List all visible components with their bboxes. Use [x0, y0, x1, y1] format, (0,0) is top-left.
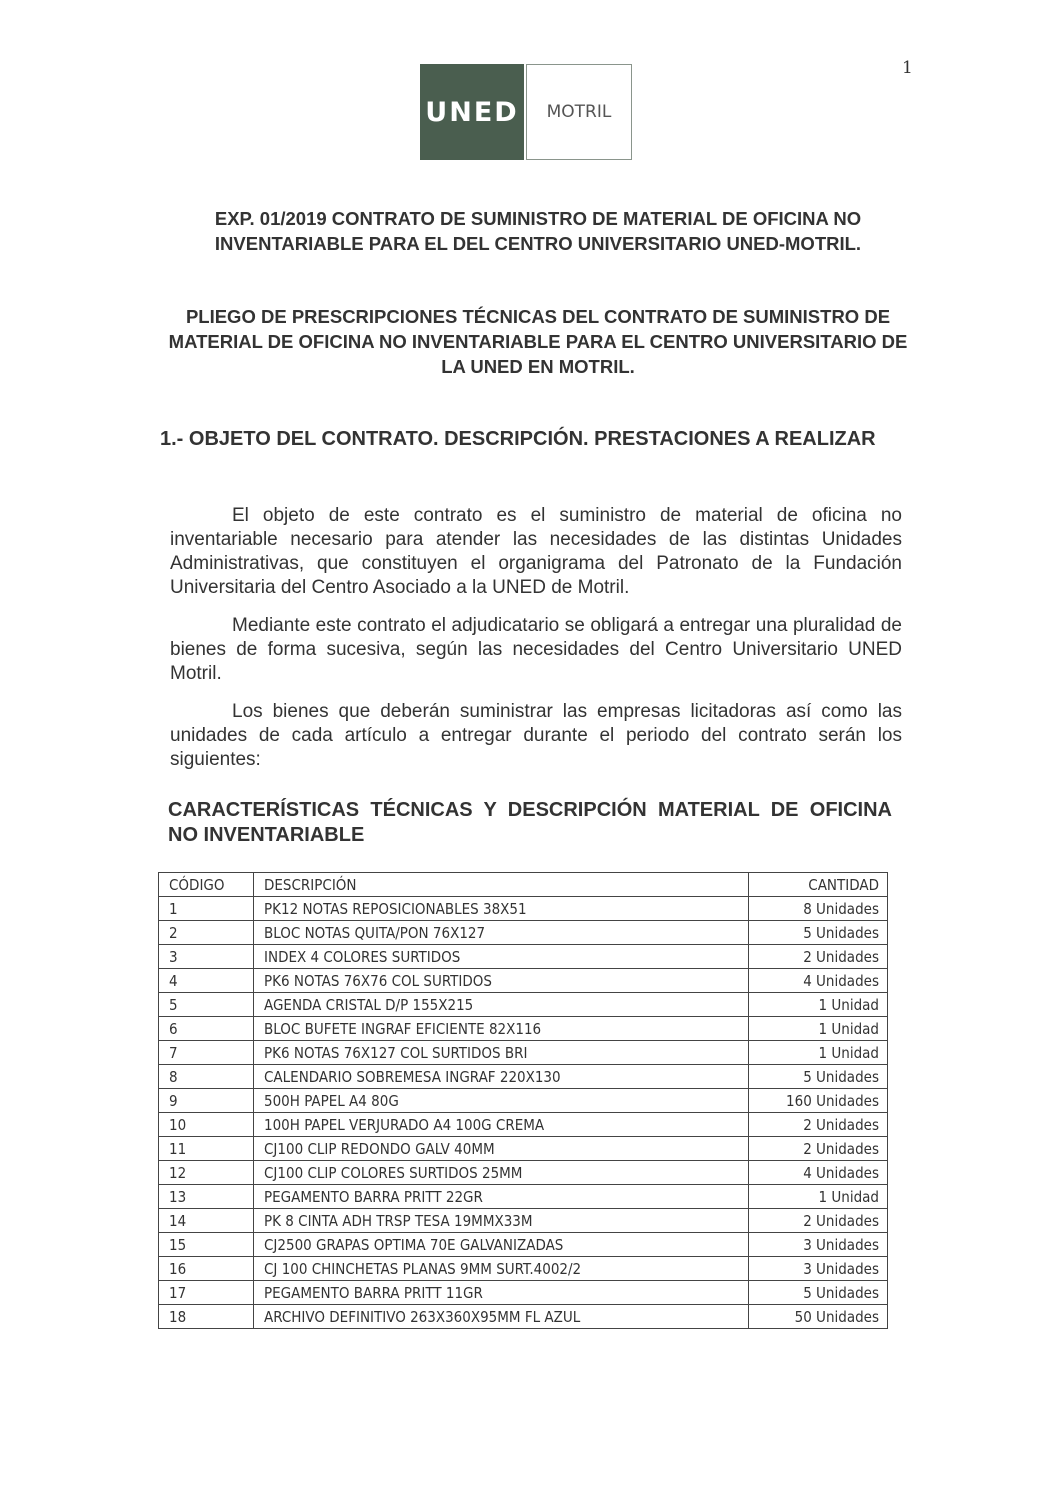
cell-description: 500H PAPEL A4 80G	[254, 1089, 749, 1113]
cell-quantity: 2 Unidades	[749, 1209, 888, 1233]
cell-quantity: 1 Unidad	[749, 1041, 888, 1065]
document-subtitle: PLIEGO DE PRESCRIPCIONES TÉCNICAS DEL CONTRATO DE SUMINISTRO DE MATERIAL DE OFICINA NO INVENTARIABLE PARA EL CENTRO UNIVERSITARIO DE LA UNED EN MOTRIL.	[168, 306, 908, 377]
table-row	[159, 1233, 888, 1257]
paragraph-bienes: Los bienes que deberán suministrar las empresas licitadoras así como las unidades de cada artículo a entregar durante el periodo del contrato serán los siguientes:	[170, 701, 902, 770]
cell-code: 8	[159, 1065, 254, 1089]
cell-description: PK6 NOTAS 76X76 COL SURTIDOS	[254, 969, 749, 993]
cell-description: BLOC NOTAS QUITA/PON 76X127	[254, 921, 749, 945]
logo-uned-block: UNED	[420, 64, 524, 160]
table-row	[159, 969, 888, 993]
cell-code: 7	[159, 1041, 254, 1065]
cell-quantity: 4 Unidades	[749, 1161, 888, 1185]
cell-description: AGENDA CRISTAL D/P 155X215	[254, 993, 749, 1017]
table-row	[159, 1305, 888, 1329]
header-description: DESCRIPCIÓN	[254, 873, 749, 897]
cell-description: INDEX 4 COLORES SURTIDOS	[254, 945, 749, 969]
cell-description: PK 8 CINTA ADH TRSP TESA 19MMX33M	[254, 1209, 749, 1233]
table-row	[159, 1161, 888, 1185]
cell-code: 10	[159, 1113, 254, 1137]
logo-motril-block: MOTRIL	[526, 64, 632, 160]
cell-description: CJ100 CLIP COLORES SURTIDOS 25MM	[254, 1161, 749, 1185]
table-row	[159, 921, 888, 945]
cell-code: 13	[159, 1185, 254, 1209]
document-title: EXP. 01/2019 CONTRATO DE SUMINISTRO DE MATERIAL DE OFICINA NO INVENTARIABLE PARA EL DEL CENTRO UNIVERSITARIO UNED-MOTRIL.	[214, 208, 862, 254]
cell-code: 17	[159, 1281, 254, 1305]
material-table	[158, 872, 888, 1329]
cell-code: 4	[159, 969, 254, 993]
header-quantity: CANTIDAD	[749, 873, 888, 897]
cell-quantity: 160 Unidades	[749, 1089, 888, 1113]
table-row	[159, 993, 888, 1017]
cell-code: 3	[159, 945, 254, 969]
table-row	[159, 1209, 888, 1233]
table-row	[159, 945, 888, 969]
table-row	[159, 1137, 888, 1161]
cell-description: ARCHIVO DEFINITIVO 263X360X95MM FL AZUL	[254, 1305, 749, 1329]
cell-quantity: 3 Unidades	[749, 1233, 888, 1257]
cell-quantity: 8 Unidades	[749, 897, 888, 921]
table-row	[159, 1257, 888, 1281]
table-row	[159, 1281, 888, 1305]
cell-code: 9	[159, 1089, 254, 1113]
table-title: CARACTERÍSTICAS TÉCNICAS Y DESCRIPCIÓN MATERIAL DE OFICINA NO INVENTARIABLE	[168, 799, 892, 846]
cell-quantity: 1 Unidad	[749, 1185, 888, 1209]
cell-description: PK12 NOTAS REPOSICIONABLES 38X51	[254, 897, 749, 921]
cell-quantity: 2 Unidades	[749, 1113, 888, 1137]
cell-description: CJ2500 GRAPAS OPTIMA 70E GALVANIZADAS	[254, 1233, 749, 1257]
table-row	[159, 1089, 888, 1113]
cell-code: 1	[159, 897, 254, 921]
cell-code: 12	[159, 1161, 254, 1185]
cell-code: 18	[159, 1305, 254, 1329]
table-row	[159, 1017, 888, 1041]
table-row	[159, 1113, 888, 1137]
table-row	[159, 1041, 888, 1065]
cell-quantity: 4 Unidades	[749, 969, 888, 993]
cell-description: PEGAMENTO BARRA PRITT 22GR	[254, 1185, 749, 1209]
cell-quantity: 50 Unidades	[749, 1305, 888, 1329]
cell-description: PK6 NOTAS 76X127 COL SURTIDOS BRI	[254, 1041, 749, 1065]
cell-code: 5	[159, 993, 254, 1017]
section-title: 1.- OBJETO DEL CONTRATO. DESCRIPCIÓN. PRESTACIONES A REALIZAR	[160, 428, 876, 450]
paragraph-objeto: El objeto de este contrato es el suministro de material de oficina no inventariable necesario para atender las necesidades de las distintas Unidades Administrativas, que constituyen el organigrama del Patronato de la Fundación Universitaria del Centro Asociado a la UNED de Motril.	[170, 505, 902, 598]
cell-description: BLOC BUFETE INGRAF EFICIENTE 82X116	[254, 1017, 749, 1041]
table-row	[159, 1185, 888, 1209]
cell-quantity: 5 Unidades	[749, 921, 888, 945]
cell-quantity: 3 Unidades	[749, 1257, 888, 1281]
cell-quantity: 5 Unidades	[749, 1281, 888, 1305]
cell-description: 100H PAPEL VERJURADO A4 100G CREMA	[254, 1113, 749, 1137]
cell-quantity: 5 Unidades	[749, 1065, 888, 1089]
table-header-row	[159, 873, 888, 897]
cell-description: PEGAMENTO BARRA PRITT 11GR	[254, 1281, 749, 1305]
cell-quantity: 1 Unidad	[749, 1017, 888, 1041]
cell-code: 15	[159, 1233, 254, 1257]
table-row	[159, 897, 888, 921]
cell-quantity: 2 Unidades	[749, 945, 888, 969]
page-number: 1	[902, 58, 913, 78]
cell-quantity: 2 Unidades	[749, 1137, 888, 1161]
header-code: CÓDIGO	[159, 873, 254, 897]
cell-quantity: 1 Unidad	[749, 993, 888, 1017]
cell-code: 2	[159, 921, 254, 945]
cell-description: CJ 100 CHINCHETAS PLANAS 9MM SURT.4002/2	[254, 1257, 749, 1281]
cell-description: CALENDARIO SOBREMESA INGRAF 220X130	[254, 1065, 749, 1089]
cell-code: 11	[159, 1137, 254, 1161]
uned-motril-logo	[420, 64, 632, 160]
cell-code: 16	[159, 1257, 254, 1281]
cell-code: 6	[159, 1017, 254, 1041]
cell-description: CJ100 CLIP REDONDO GALV 40MM	[254, 1137, 749, 1161]
paragraph-adjudicatario: Mediante este contrato el adjudicatario se obligará a entregar una pluralidad de bienes de forma sucesiva, según las necesidades del Centro Universitario UNED Motril.	[170, 615, 902, 684]
table-row	[159, 1065, 888, 1089]
cell-code: 14	[159, 1209, 254, 1233]
